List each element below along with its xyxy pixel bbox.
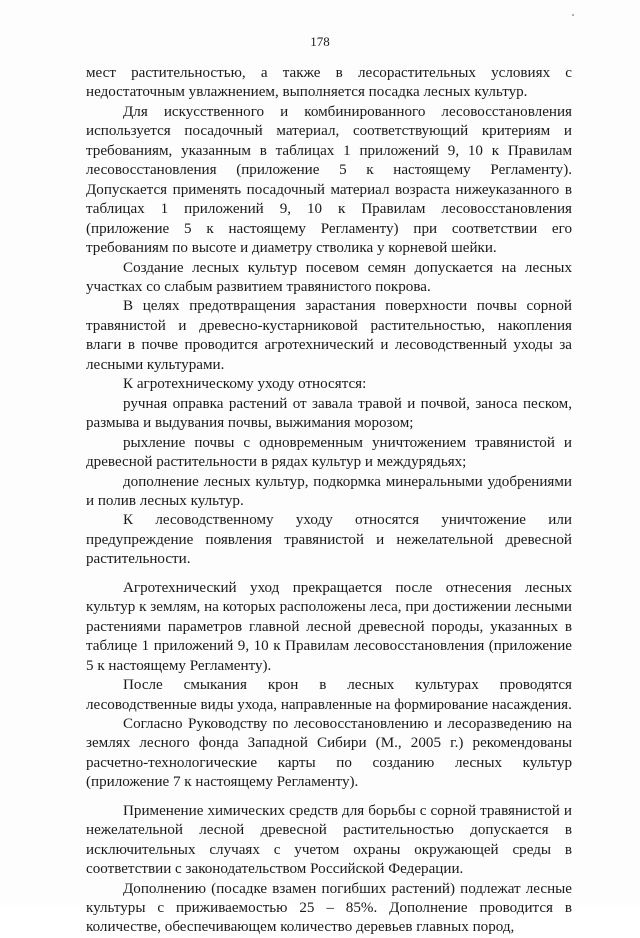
paragraph-11: После смыкания крон в лесных культурах проводятся лесоводственные виды ухода, направленные на формирование насаждения. <box>86 677 572 713</box>
paragraph-2: Для искусственного и комбинированного лесовосстановления используется посадочный материал, соответствующий критериям и требованиям, указанным в таблицах 1 приложений 9, 10 к Правилам лесовосстановления (приложение 5 к настоящему Регламенту). Допускается применять посадочный материал возраста нижеуказанного в таблицах 1 приложений 9, 10 к Правилам лесовосстановления (приложение 5 к настоящему Регламенту) при соответствии его требованиям по высоте и диаметру стволика у корневой шейки. <box>86 103 572 257</box>
paragraph-12: Согласно Руководству по лесовосстановлению и лесоразведению на землях лесного фонда Западной Сибири (М., 2005 г.) рекомендованы расчетно-технологические карты по созданию лесных культур (приложение 7 к настоящему Регламенту). <box>86 715 572 791</box>
paragraph-4: В целях предотвращения зарастания поверхности почвы сорной травянистой и древесно-кустарниковой растительностью, накопления влаги в почве проводится агротехнический и лесоводственный уходы за лесными культурами. <box>86 298 572 373</box>
paragraph-10: Агротехнический уход прекращается после отнесения лесных культур к землям, на которых расположены леса, при достижении лесными растениями параметров главной лесной древесной породы, указанных в таблице 1 приложений 9, 10 к Правилам лесовосстановления (приложение 5 к настоящему Регламенту). <box>86 579 572 674</box>
paragraph-6: ручная оправка растений от завала травой и почвой, заноса песком, размыва и выдувания почвы, выжимания морозом; <box>86 395 572 432</box>
paragraph-7: рыхление почвы с одновременным уничтожением травянистой и древесной растительности в рядах культур и междурядьях; <box>86 434 572 471</box>
paragraph-3: Создание лесных культур посевом семян допускается на лесных участках со слабым развитием травянистого покрова. <box>86 259 572 295</box>
scan-speck <box>572 14 574 16</box>
paragraph-8: дополнение лесных культур, подкормка минеральными удобрениями и полив лесных культур. <box>86 473 572 509</box>
paragraph-14: Дополнению (посадке взамен погибших растений) подлежат лесные культуры с приживаемостью 25 – 85%. Дополнение проводится в количестве, обеспечивающем количество деревьев главных пород, <box>86 880 572 936</box>
paragraph-13: Применение химических средств для борьбы с сорной травянистой и нежелательной лесной древесной растительностью допускается в исключительных случаях с учетом охраны окружающей среды в соответствии с законодательством Российской Федерации. <box>86 802 572 878</box>
paragraph-5: К агротехническому уходу относятся: <box>123 376 367 393</box>
page-number: 178 <box>310 34 330 49</box>
paragraph-1: мест растительностью, а также в лесорастительных условиях с недостаточным увлажнением, выполняется посадка лесных культур. <box>86 65 572 101</box>
paragraph-9: К лесоводственному уходу относятся уничтожение или предупреждение появления травянистой и нежелательной древесной растительности. <box>86 512 572 568</box>
document-body <box>86 64 572 938</box>
